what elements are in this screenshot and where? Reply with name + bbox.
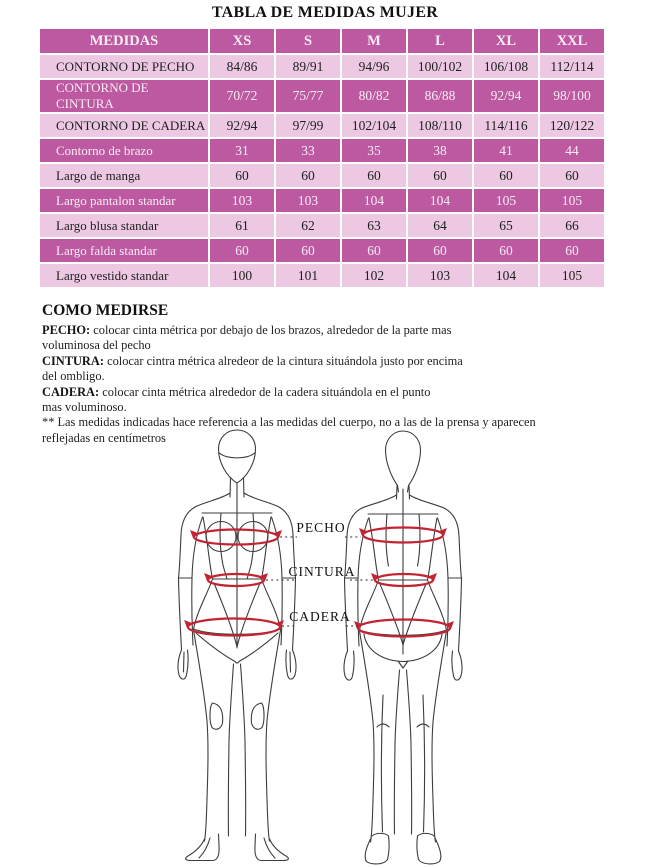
value-cell: 105	[474, 189, 538, 212]
value-cell: 62	[276, 214, 340, 237]
front-face-line	[220, 453, 255, 458]
front-feet	[186, 834, 289, 861]
hip-ring-front	[188, 619, 280, 636]
body-measurement-diagram	[0, 422, 650, 867]
value-cell: 33	[276, 139, 340, 162]
value-cell: 60	[408, 239, 472, 262]
value-cell: 60	[276, 164, 340, 187]
how-to-measure-heading: COMO MEDIRSE	[42, 302, 169, 319]
table-row	[40, 264, 604, 287]
table-row	[40, 80, 604, 112]
value-cell: 38	[408, 139, 472, 162]
value-cell: 100	[210, 264, 274, 287]
row-label-cell: Contorno de brazo	[40, 139, 208, 162]
table-row	[40, 139, 604, 162]
front-knees	[210, 703, 264, 729]
hip-ring-back	[358, 620, 450, 637]
front-head	[219, 430, 256, 483]
back-head	[386, 431, 421, 492]
measure-instruction: CADERA: colocar cinta métrica alrededor de la cadera situándola en el punto mas voluminoso.	[42, 384, 431, 415]
value-cell: 84/86	[210, 55, 274, 78]
value-cell: 106/108	[474, 55, 538, 78]
header-cell-size: XS	[210, 29, 274, 53]
row-label-cell: CONTORNO DE CINTURA	[40, 80, 208, 112]
value-cell: 108/110	[408, 114, 472, 137]
figure-back	[344, 431, 462, 864]
value-cell: 60	[276, 239, 340, 262]
value-cell: 60	[210, 164, 274, 187]
row-label-cell: CONTORNO DE CADERA	[40, 114, 208, 137]
value-cell: 35	[342, 139, 406, 162]
row-label-cell: CONTORNO DE PECHO	[40, 55, 208, 78]
back-heels	[365, 833, 441, 864]
value-cell: 41	[474, 139, 538, 162]
value-cell: 97/99	[276, 114, 340, 137]
value-cell: 60	[540, 164, 604, 187]
table-row	[40, 164, 604, 187]
value-cell: 104	[408, 189, 472, 212]
row-label-cell: Largo de manga	[40, 164, 208, 187]
value-cell: 102	[342, 264, 406, 287]
page-title: TABLA DE MEDIDAS MUJER	[211, 4, 439, 21]
value-cell: 103	[210, 189, 274, 212]
value-cell: 103	[276, 189, 340, 212]
back-hands	[344, 651, 462, 680]
table-header-row	[40, 29, 604, 53]
header-cell-medidas: MEDIDAS	[40, 29, 208, 53]
table-row	[40, 55, 604, 78]
back-outer-legs	[360, 631, 447, 842]
value-cell: 65	[474, 214, 538, 237]
value-cell: 60	[474, 239, 538, 262]
value-cell: 75/77	[276, 80, 340, 112]
value-cell: 92/94	[474, 80, 538, 112]
value-cell: 31	[210, 139, 274, 162]
value-cell: 102/104	[342, 114, 406, 137]
value-cell: 101	[276, 264, 340, 287]
table-row	[40, 189, 604, 212]
value-cell: 104	[474, 264, 538, 287]
header-cell-size: S	[276, 29, 340, 53]
value-cell: 66	[540, 214, 604, 237]
value-cell: 98/100	[540, 80, 604, 112]
value-cell: 63	[342, 214, 406, 237]
label-cadera: CADERA	[289, 609, 351, 624]
front-inner-legs	[228, 664, 245, 836]
row-label-cell: Largo vestido standar	[40, 264, 208, 287]
value-cell: 61	[210, 214, 274, 237]
value-cell: 89/91	[276, 55, 340, 78]
value-cell: 105	[540, 189, 604, 212]
value-cell: 60	[540, 239, 604, 262]
value-cell: 44	[540, 139, 604, 162]
value-cell: 104	[342, 189, 406, 212]
value-cell: 60	[342, 239, 406, 262]
value-cell: 60	[210, 239, 274, 262]
croquis-figures	[178, 430, 462, 864]
measurements-table	[38, 27, 606, 289]
label-pecho: PECHO	[296, 520, 346, 535]
value-cell: 86/88	[408, 80, 472, 112]
value-cell: 100/102	[408, 55, 472, 78]
front-hands	[178, 650, 296, 679]
table-row	[40, 239, 604, 262]
table-row	[40, 214, 604, 237]
value-cell: 80/82	[342, 80, 406, 112]
value-cell: 92/94	[210, 114, 274, 137]
label-cintura: CINTURA	[288, 564, 356, 579]
waist-ring-front	[208, 574, 264, 586]
header-cell-size: XL	[474, 29, 538, 53]
row-label-cell: Largo falda standar	[40, 239, 208, 262]
value-cell: 94/96	[342, 55, 406, 78]
front-outer-legs	[194, 630, 281, 841]
measure-instruction: CINTURA: colocar cintra métrica alredeor de la cintura situándola justo por encima del ombligo.	[42, 353, 463, 384]
value-cell: 60	[342, 164, 406, 187]
value-cell: 120/122	[540, 114, 604, 137]
value-cell: 105	[540, 264, 604, 287]
value-cell: 103	[408, 264, 472, 287]
measure-term: PECHO:	[42, 323, 91, 337]
header-cell-size: M	[342, 29, 406, 53]
figure-front	[178, 430, 296, 861]
measure-instruction: PECHO: colocar cinta métrica por debajo de los brazos, alrededor de la parte mas voluminosa del pecho	[42, 323, 452, 353]
header-cell-size: L	[408, 29, 472, 53]
value-cell: 114/116	[474, 114, 538, 137]
table-row	[40, 114, 604, 137]
row-label-cell: Largo blusa standar	[40, 214, 208, 237]
value-cell: 70/72	[210, 80, 274, 112]
measure-instruction: ** Las medidas indicadas hace referencia a las medidas del cuerpo, no a las de la prensa y aparecen reflejadas en centímetros	[42, 415, 536, 445]
back-knee-marks	[377, 724, 429, 727]
back-leg-seams	[381, 695, 424, 832]
value-cell: 64	[408, 214, 472, 237]
row-label-cell: Largo pantalon standar	[40, 189, 208, 212]
back-inner-legs	[394, 670, 411, 834]
header-cell-size: XXL	[540, 29, 604, 53]
measure-term: CADERA:	[42, 384, 100, 399]
diagram-labels	[289, 520, 356, 624]
value-cell: 60	[408, 164, 472, 187]
value-cell: 60	[474, 164, 538, 187]
measure-term: CINTURA:	[42, 353, 104, 368]
value-cell: 112/114	[540, 55, 604, 78]
